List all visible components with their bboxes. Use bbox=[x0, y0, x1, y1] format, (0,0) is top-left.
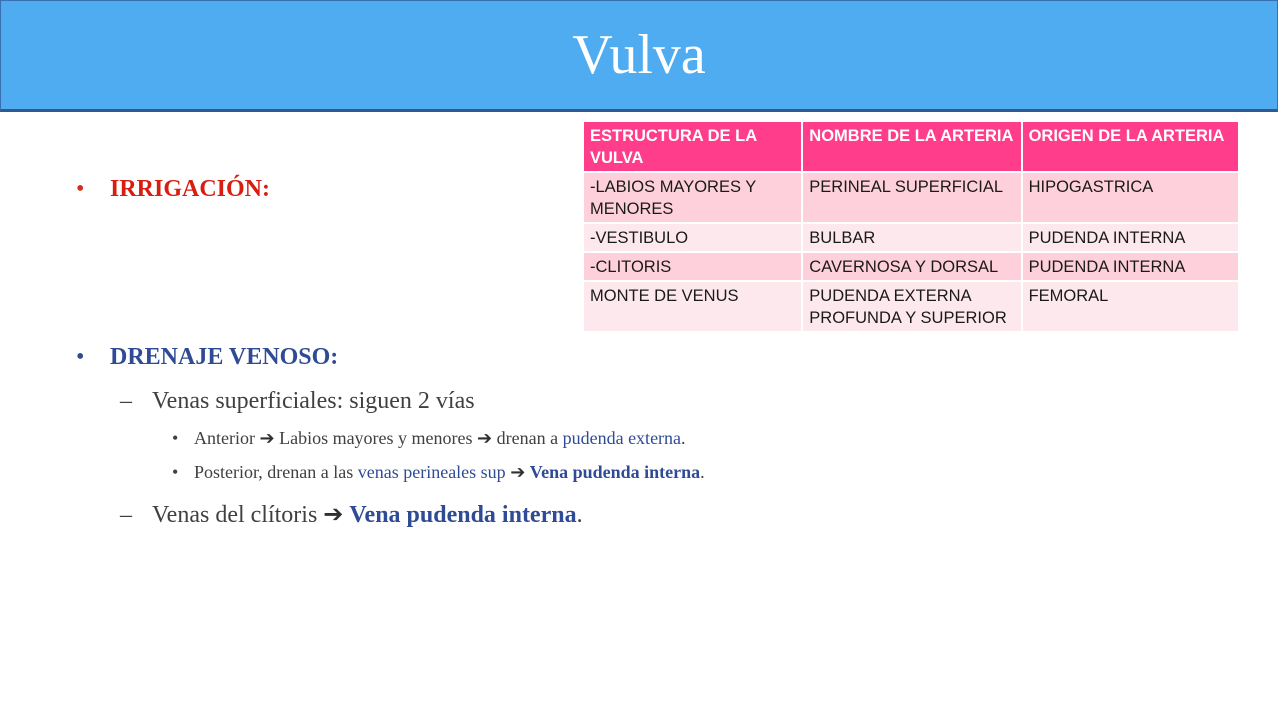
irrigation-label: IRRIGACIÓN: bbox=[110, 176, 271, 202]
superficial-veins-item bbox=[120, 388, 475, 415]
table-cell: PUDENDA INTERNA bbox=[1022, 252, 1239, 281]
table-cell: CAVERNOSA Y DORSAL bbox=[802, 252, 1021, 281]
clitoral-veins-item bbox=[120, 500, 583, 529]
superficial-veins-text: Venas superficiales: siguen 2 vías bbox=[152, 388, 475, 414]
table-cell: PERINEAL SUPERFICIAL bbox=[802, 172, 1021, 223]
dash-icon: – bbox=[120, 388, 132, 414]
table-cell: MONTE DE VENUS bbox=[583, 281, 802, 332]
anterior-route-item bbox=[172, 428, 686, 449]
table-header-cell: ORIGEN DE LA ARTERIA bbox=[1022, 121, 1239, 172]
posterior-highlight-perineal: venas perineales sup bbox=[357, 462, 506, 482]
venous-drainage-heading bbox=[76, 344, 338, 371]
irrigation-heading bbox=[76, 176, 270, 203]
posterior-route-item bbox=[172, 462, 705, 483]
bullet-icon: • bbox=[172, 462, 179, 482]
table-row bbox=[583, 172, 1239, 223]
anterior-highlight: pudenda externa bbox=[562, 428, 682, 448]
posterior-label: Posterior, drenan a las bbox=[194, 462, 354, 482]
artery-table bbox=[582, 120, 1240, 333]
table-header-row bbox=[583, 121, 1239, 172]
posterior-highlight-pudenda: Vena pudenda interna bbox=[529, 462, 701, 482]
table-cell: HIPOGASTRICA bbox=[1022, 172, 1239, 223]
arrow-right-icon: ➔ bbox=[477, 428, 493, 449]
anterior-labia: Labios mayores y menores bbox=[279, 428, 473, 448]
table-cell: FEMORAL bbox=[1022, 281, 1239, 332]
arrow-right-icon: ➔ bbox=[510, 462, 526, 483]
arrow-right-icon: ➔ bbox=[259, 428, 275, 449]
table-row bbox=[583, 281, 1239, 332]
arrow-right-icon: ➔ bbox=[323, 500, 344, 528]
table-header-cell: NOMBRE DE LA ARTERIA bbox=[802, 121, 1021, 172]
bullet-icon: • bbox=[76, 344, 85, 370]
slide-title: Vulva bbox=[572, 24, 706, 86]
table-cell: -VESTIBULO bbox=[583, 223, 802, 252]
table-row bbox=[583, 252, 1239, 281]
dash-icon: – bbox=[120, 502, 132, 528]
table-cell: PUDENDA INTERNA bbox=[1022, 223, 1239, 252]
anterior-end: . bbox=[681, 428, 686, 448]
clitoral-highlight: Vena pudenda interna bbox=[349, 502, 577, 528]
clitoral-end: . bbox=[576, 502, 583, 528]
anterior-label: Anterior bbox=[194, 428, 255, 448]
bullet-icon: • bbox=[76, 176, 85, 202]
anterior-drain-text: drenan a bbox=[496, 428, 559, 448]
table-cell: BULBAR bbox=[802, 223, 1021, 252]
table-row bbox=[583, 223, 1239, 252]
table-cell: -CLITORIS bbox=[583, 252, 802, 281]
table-header-cell: ESTRUCTURA DE LA VULVA bbox=[583, 121, 802, 172]
table-cell: -LABIOS MAYORES Y MENORES bbox=[583, 172, 802, 223]
bullet-icon: • bbox=[172, 428, 179, 448]
posterior-end: . bbox=[700, 462, 705, 482]
title-bar bbox=[0, 0, 1278, 112]
venous-label: DRENAJE VENOSO: bbox=[110, 344, 339, 370]
table-cell: PUDENDA EXTERNA PROFUNDA Y SUPERIOR bbox=[802, 281, 1021, 332]
clitoral-veins-text: Venas del clítoris bbox=[152, 502, 318, 528]
